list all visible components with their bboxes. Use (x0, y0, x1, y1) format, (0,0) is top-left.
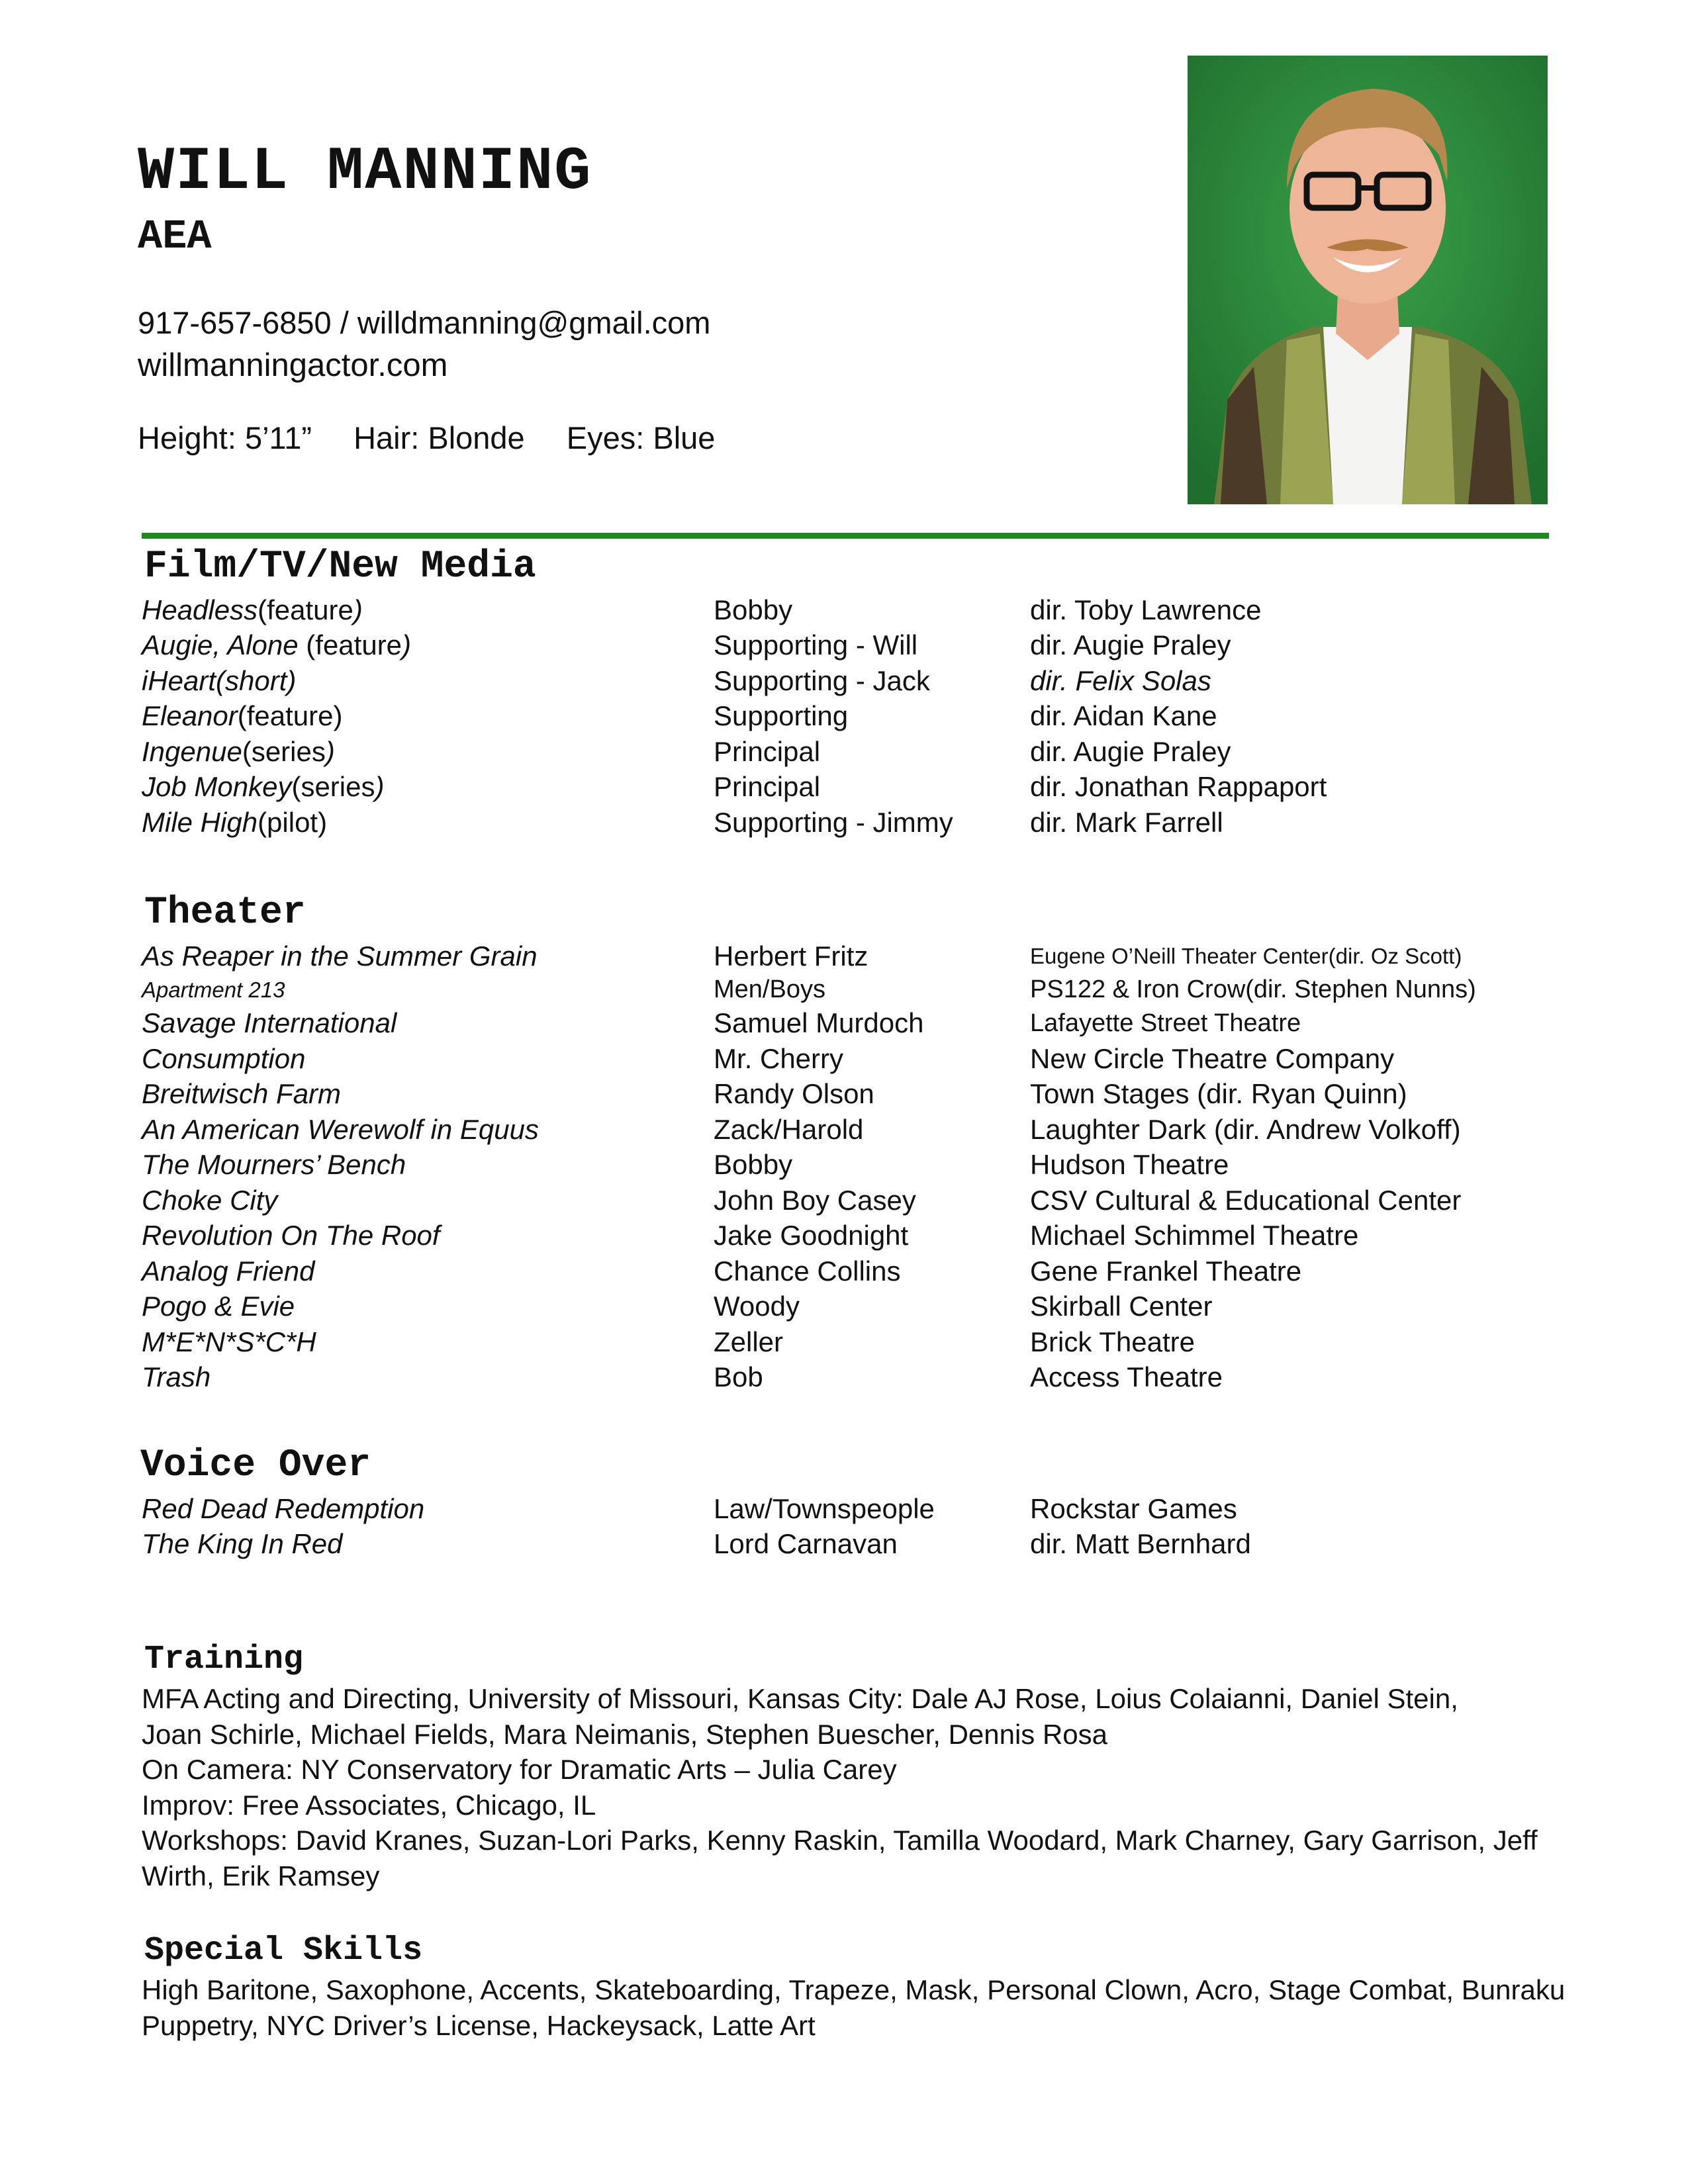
film-director: dir. Augie Praley (1030, 629, 1231, 661)
voice-role: Law/Townspeople (714, 1492, 935, 1524)
theater-row (142, 1218, 1558, 1254)
film-title: Job Monkey (142, 771, 292, 803)
theater-row (142, 1041, 1558, 1077)
film-role: Supporting (714, 700, 849, 732)
film-row (142, 628, 1558, 664)
film-type-end: ) (375, 771, 385, 803)
training-text (142, 1681, 1558, 1893)
theater-role: Bob (714, 1361, 763, 1393)
film-type: (pilot) (258, 806, 328, 838)
voice-title: The King In Red (142, 1528, 343, 1560)
theater-credits (142, 938, 1558, 1395)
theater-venue: Gene Frankel Theatre (1030, 1255, 1302, 1287)
theater-row (142, 1112, 1558, 1148)
theater-venue: CSV Cultural & Educational Center (1030, 1184, 1462, 1216)
voice-title: Red Dead Redemption (142, 1492, 425, 1524)
theater-role: Mr. Cherry (714, 1042, 844, 1074)
theater-role: Bobby (714, 1149, 793, 1181)
theater-venue: Lafayette Street Theatre (1030, 1009, 1301, 1037)
theater-title: Breitwisch Farm (142, 1078, 342, 1110)
film-title: iHeart(short) (142, 664, 297, 696)
film-heading: Film/TV/New Media (144, 545, 536, 588)
film-row (142, 699, 1558, 735)
training-line: On Camera: NY Conservatory for Dramatic Arts – Julia Carey (142, 1754, 897, 1785)
section-divider (142, 533, 1549, 539)
theater-row (142, 1289, 1558, 1325)
phone-email[interactable]: 917-657-6850 / willdmanning@gmail.com (138, 305, 711, 340)
film-title: Eleanor (142, 700, 238, 732)
training-line: Joan Schirle, Michael Fields, Mara Neimanis, Stephen Buescher, Dennis Rosa (142, 1718, 1108, 1750)
training-line: MFA Acting and Directing, University of Missouri, Kansas City: Dale AJ Rose, Loius Colaianni, Daniel Stein, (142, 1683, 1458, 1714)
theater-venue: Michael Schimmel Theatre (1030, 1220, 1359, 1251)
training-line: Workshops: David Kranes, Suzan-Lori Parks, Kenny Raskin, Tamilla Woodard, Mark Charney, Gary Garrison, Jeff (142, 1825, 1538, 1856)
film-type: (feature (258, 594, 353, 625)
theater-role: Zack/Harold (714, 1113, 864, 1145)
film-type: (series (242, 735, 326, 767)
film-role: Principal (714, 735, 821, 767)
film-role: Principal (714, 771, 821, 803)
theater-venue: PS122 & Iron Crow(dir. Stephen Nunns) (1030, 976, 1476, 1003)
theater-title: Analog Friend (142, 1255, 315, 1287)
film-role: Supporting - Jimmy (714, 806, 953, 838)
film-director: dir. Felix Solas (1030, 664, 1211, 696)
theater-row (142, 1148, 1558, 1183)
film-type: (feature) (237, 700, 343, 732)
theater-title: M*E*N*S*C*H (142, 1326, 316, 1357)
film-type-end: ) (402, 629, 412, 661)
theater-role: Randy Olson (714, 1078, 874, 1110)
theater-row (142, 1324, 1558, 1360)
eyes-stat: Eyes: Blue (566, 420, 716, 455)
voice-heading: Voice Over (140, 1444, 371, 1487)
union-affiliation: AEA (138, 213, 212, 260)
theater-row (142, 1253, 1558, 1289)
film-row (142, 805, 1558, 841)
theater-title: Consumption (142, 1042, 306, 1074)
theater-row (142, 938, 1558, 974)
voice-row (142, 1527, 1558, 1563)
film-role: Supporting - Jack (714, 664, 930, 696)
theater-title: Trash (142, 1361, 211, 1393)
skills-line: Puppetry, NYC Driver’s License, Hackeysack, Latte Art (142, 2009, 816, 2041)
theater-role: Woody (714, 1291, 800, 1322)
skills-text (142, 1972, 1566, 2043)
theater-title: As Reaper in the Summer Grain (142, 940, 538, 972)
film-row (142, 734, 1558, 770)
film-type: (feature (306, 629, 402, 661)
film-type-end: ) (325, 735, 335, 767)
voice-row (142, 1491, 1558, 1527)
film-credits (142, 592, 1558, 841)
theater-row (142, 1077, 1558, 1113)
film-role: Bobby (714, 594, 793, 625)
skills-heading: Special Skills (144, 1932, 423, 1970)
film-type-end: ) (353, 594, 363, 625)
film-title: Augie, Alone (142, 629, 306, 661)
theater-venue: Hudson Theatre (1030, 1149, 1229, 1181)
theater-role: Chance Collins (714, 1255, 901, 1287)
voice-credits (142, 1491, 1558, 1562)
theater-venue: Laughter Dark (dir. Andrew Volkoff) (1030, 1113, 1461, 1145)
theater-venue: Skirball Center (1030, 1291, 1213, 1322)
theater-venue: Brick Theatre (1030, 1326, 1195, 1357)
theater-title: Pogo & Evie (142, 1291, 295, 1322)
film-title: Ingenue (142, 735, 242, 767)
film-row (142, 770, 1558, 805)
physical-stats (138, 418, 748, 458)
theater-role: John Boy Casey (714, 1184, 916, 1216)
theater-role: Zeller (714, 1326, 784, 1357)
training-line: Improv: Free Associates, Chicago, IL (142, 1789, 596, 1821)
theater-row (142, 974, 1558, 1006)
actor-name: WILL MANNING (138, 137, 592, 206)
skills-line: High Baritone, Saxophone, Accents, Skateboarding, Trapeze, Mask, Personal Clown, Acro, Stage Combat, Bunraku (142, 1974, 1566, 2005)
hair-stat: Hair: Blonde (353, 420, 525, 455)
voice-role: Lord Carnavan (714, 1528, 898, 1560)
theater-title: The Mourners’ Bench (142, 1149, 406, 1181)
film-director: dir. Mark Farrell (1030, 806, 1223, 838)
film-director: dir. Toby Lawrence (1030, 594, 1262, 625)
theater-role: Men/Boys (714, 976, 825, 1003)
theater-role: Samuel Murdoch (714, 1007, 924, 1039)
theater-title: Choke City (142, 1184, 278, 1216)
theater-title: An American Werewolf in Equus (142, 1113, 539, 1145)
film-director: dir. Augie Praley (1030, 735, 1231, 767)
film-title: Headless (142, 594, 258, 625)
voice-studio: Rockstar Games (1030, 1492, 1237, 1524)
film-director: dir. Jonathan Rappaport (1030, 771, 1327, 803)
height-stat: Height: 5’11” (138, 420, 312, 455)
theater-venue: Access Theatre (1030, 1361, 1223, 1393)
film-type: (series (291, 771, 375, 803)
theater-row (142, 1360, 1558, 1396)
training-line: Wirth, Erik Ramsey (142, 1860, 380, 1891)
theater-heading: Theater (144, 891, 306, 934)
voice-studio: dir. Matt Bernhard (1030, 1528, 1251, 1560)
film-row (142, 663, 1558, 699)
film-title: Mile High (142, 806, 258, 838)
training-heading: Training (144, 1641, 304, 1678)
theater-role: Jake Goodnight (714, 1220, 909, 1251)
theater-row (142, 1006, 1558, 1042)
theater-venue: Eugene O’Neill Theater Center(dir. Oz Scott) (1030, 943, 1462, 968)
theater-title: Revolution On The Roof (142, 1220, 440, 1251)
website-link[interactable]: willmanningactor.com (138, 347, 448, 383)
film-director: dir. Aidan Kane (1030, 700, 1217, 732)
headshot-photo (1188, 56, 1548, 504)
theater-venue: New Circle Theatre Company (1030, 1042, 1395, 1074)
film-role: Supporting - Will (714, 629, 918, 661)
theater-title: Apartment 213 (142, 977, 285, 1002)
theater-venue: Town Stages (dir. Ryan Quinn) (1030, 1078, 1407, 1110)
film-row (142, 592, 1558, 628)
theater-role: Herbert Fritz (714, 940, 868, 972)
theater-row (142, 1183, 1558, 1218)
theater-title: Savage International (142, 1007, 397, 1039)
